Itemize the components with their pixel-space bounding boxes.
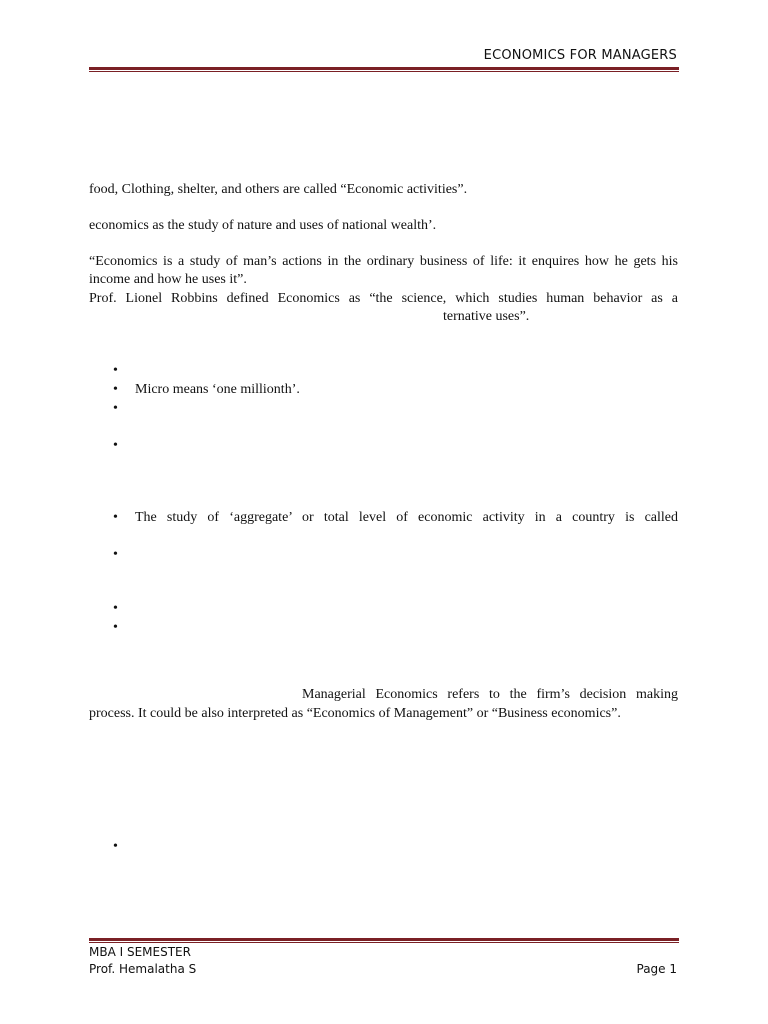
footer-author: Prof. Hemalatha S <box>89 962 197 976</box>
paragraph-marshall-definition: “Economics is a study of man’s actions in the ordinary business of life: it enquires how he gets his income and how he uses it”. <box>89 254 678 287</box>
paragraph-national-wealth: economics as the study of nature and uses of national wealth’. <box>89 218 437 233</box>
paragraph-managerial-economics: Managerial Economics refers to the firm’s decision making process. It could be also interpreted as “Economics of Management” or “Business economics”. <box>89 687 678 721</box>
bullet-marker: • <box>113 510 118 525</box>
bullet-marker: • <box>113 363 118 378</box>
header-rule <box>89 67 679 72</box>
header-title: ECONOMICS FOR MANAGERS <box>483 48 677 63</box>
bullet-marker: • <box>113 547 118 562</box>
bullet-marker: • <box>113 382 118 397</box>
bullet-marker: • <box>113 401 118 416</box>
footer-semester: MBA I SEMESTER <box>89 945 191 959</box>
bullet-marker: • <box>113 839 118 854</box>
bullet-micro-meaning: Micro means ‘one millionth’. <box>135 382 300 397</box>
paragraph-economic-activities: food, Clothing, shelter, and others are called “Economic activities”. <box>89 182 468 197</box>
paragraph-robbins-tail: ternative uses”. <box>443 309 530 324</box>
footer-page-number: Page 1 <box>636 962 677 976</box>
bullet-marker: • <box>113 620 118 635</box>
bullet-macro-definition: The study of ‘aggregate’ or total level of economic activity in a country is called <box>135 510 678 525</box>
footer-rule <box>89 938 679 943</box>
bullet-marker: • <box>113 601 118 616</box>
paragraph-robbins-definition: Prof. Lionel Robbins defined Economics as “the science, which studies human behavior as a <box>89 291 678 306</box>
bullet-marker: • <box>113 438 118 453</box>
